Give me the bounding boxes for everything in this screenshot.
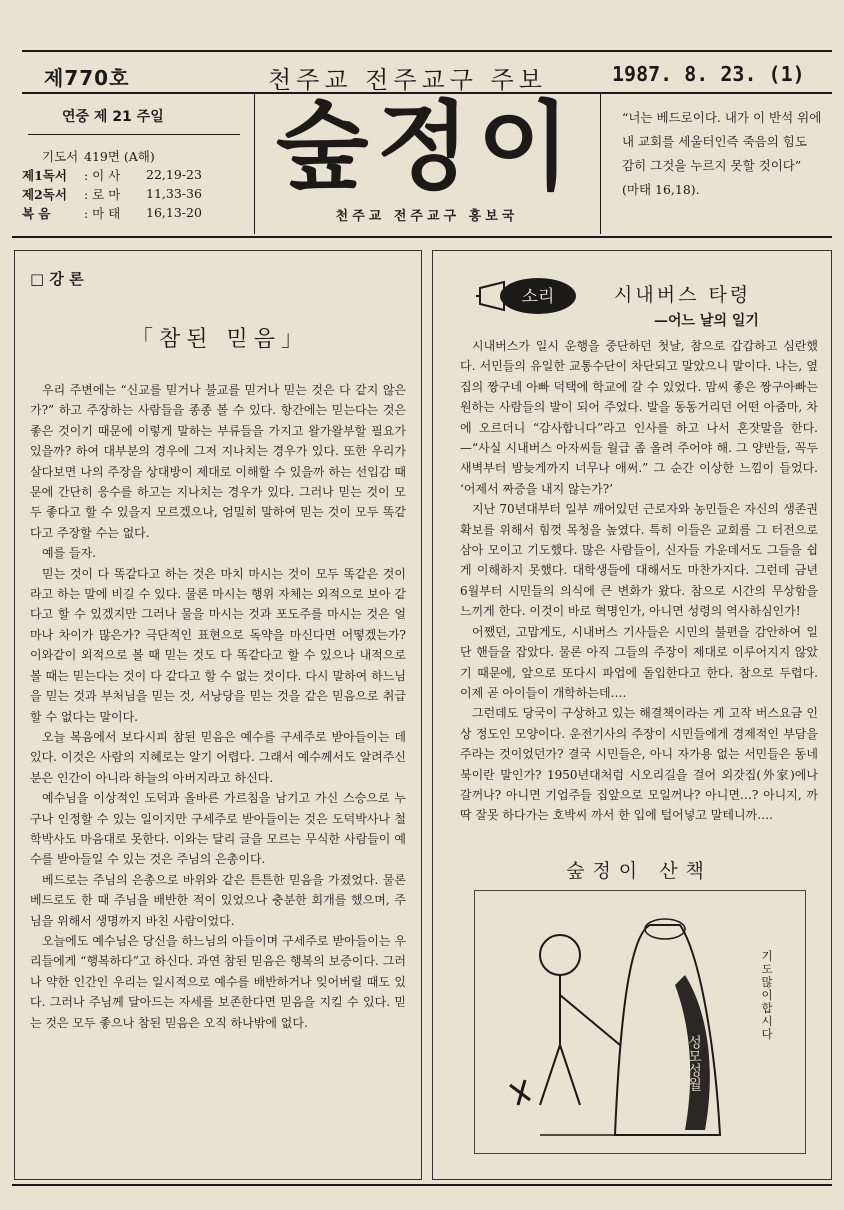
essay-paragraph: 예수님을 이상적인 도덕과 올바른 가르침을 남기고 가신 스승으로 누구나 인정할 수 있는 일이지만 구세주로 받아들이는 것은 도덕박사나 철학박사도 마음대로 못한다. 이와는 달리 글을 모르는 무식한 사람들이 예수를 받아들일 수 있는 것은 주님의 은총이다.	[30, 791, 406, 867]
column-paragraph: 시내버스가 일시 운행을 중단하던 첫날, 참으로 갑갑하고 심란했다. 서민들의 유일한 교통수단이 차단되고 말았으니 말이다. 나는, 옆집의 짱구네 아빠 덕택에 학교에 갈 수 있었다. 맘씨 좋은 짱구아빠는 원하는 사람들의 발이 되어 주었다. 발을 동동거리던 어떤 아줌마, 차에 오르더니 “감사합니다”라고 인사를 하고 나서 혼잣말을 한다. —“사실 시내버스 아자씨들 월급 좀 올려 주어야 해. 그 양반들, 꼭두새벽부터 밤늦게까지 너무나 애써.” 그 순간 이상한 느낌이 들었다. ‘어제서 짜증을 내지 않는가?’	[460, 339, 818, 496]
essay-paragraph: 베드로는 주님의 은총으로 바위와 같은 튼튼한 믿음을 가졌었다. 물론 베드로도 한 때 주님을 배반한 적이 있었으나 충분한 회개를 했으며, 주님을 위해서 생명까지 바친 사람이었다.	[30, 872, 406, 928]
banner-text: 성모성월	[686, 1035, 702, 1091]
publication-name: 천주교 전주교구 주보	[268, 66, 547, 94]
essay-paragraph: 오늘 복음에서 보다시피 참된 믿음은 예수를 구세주로 받아들이는 데 있다. 이것은 사람의 지혜로는 알기 어렵다. 그래서 예수께서도 알려주신 분은 인간이 아니라 하늘의 아버지라고 하신다.	[30, 729, 406, 785]
reading-ref: 22,19-23	[146, 167, 202, 182]
reading-book: : 로 마	[84, 186, 121, 202]
illustration	[480, 895, 750, 1150]
scripture-quote: “너는 베드로이다. 내가 이 반석 위에 내 교회를 세울터인즉 죽음의 힘도 감히 그것을 누르지 못할 것이다” (마태 16,18).	[622, 110, 822, 197]
reading-row	[22, 184, 250, 203]
essay-paragraph: 우리 주변에는 “신교를 믿거나 불교를 믿거나 믿는 것은 다 같지 않은가?” 하고 주장하는 사람들을 종종 볼 수 있다. 항간에는 믿는다는 것은 좋은 것이기 때문에 이렇게 말하는 부류들을 가지고 왈가왈부할 필요가 있을까? 하여 대부분의 경우에 그저 지나치는 경우가 있다. 또한 우리가 살다보면 나의 주장을 상대방이 제대로 이해할 수 있을까 하는 선입감 때문에 간단히 응수를 하고는 지나치는 경우가 있다. 그러나 믿는 것이 모두 좋다고 할 수 있을지 모르겠으나, 엄밀히 말하여 믿는 것이 모두 똑같다고 주장할 수는 없다.	[30, 383, 406, 540]
readings-list	[22, 146, 250, 222]
essay-paragraph: 예를 들자.	[42, 546, 96, 561]
season-rule	[28, 134, 240, 135]
newspaper-title: 숲정이	[275, 91, 579, 203]
column-title: 시내버스 타령	[614, 284, 752, 306]
header-top-rule	[22, 50, 832, 52]
issue-number: 제770호	[44, 66, 130, 90]
column-subtitle: —어느 날의 일기	[654, 313, 759, 329]
reading-label: 복 음	[22, 205, 51, 221]
newspaper-subtitle: 천주교 전주교구 홍보국	[335, 209, 519, 224]
reading-row	[22, 165, 250, 184]
reading-label: 제1독서	[22, 167, 67, 183]
issue-date: 1987. 8. 23. (1)	[612, 62, 805, 86]
essay-title: 「참된 믿음」	[130, 327, 309, 352]
footer-rule	[12, 1184, 832, 1186]
masthead-right-divider	[600, 94, 601, 234]
masthead-left-divider	[254, 94, 255, 234]
section-heading: □ 강 론	[30, 270, 84, 288]
reading-label: 기도서	[42, 148, 79, 164]
reading-book: : 마 태	[84, 205, 121, 221]
essay-paragraph: 오늘에도 예수님은 당신을 하느님의 아들이며 구세주로 받아들이는 우리들에게 “행복하다”고 하신다. 과연 참된 믿음은 행복의 보증이다. 그러나 약한 인간인 우리는 일시적으로 예수를 배반하거나 잊어버릴 때도 있다. 그러나 주님께 달아드는 자세를 보존한다면 믿음을 지킬 수 있다. 믿는 것은 모두 좋으나 참된 믿음은 오직 하나밖에 없다.	[30, 933, 406, 1030]
essay-body	[30, 380, 406, 1033]
column-paragraph: 어쨌던, 고맙게도, 시내버스 기사들은 시민의 불편을 감안하여 일단 핸들을 잡았다. 물론 아직 그들의 주장이 제대로 이루어지지 않았기 때문에, 앞으로 또다시 파업에 돌입한다고 한다. 참으로 두렵다. 이제 곧 아이들이 개학하는데….	[460, 624, 818, 700]
logo-text: 소리	[521, 287, 555, 307]
reading-book: 419면 (A해)	[84, 148, 155, 164]
mary-and-child-illustration	[480, 895, 750, 1150]
reading-book: : 이 사	[84, 167, 121, 183]
masthead-bottom-rule	[12, 236, 832, 238]
sori-logo	[474, 274, 584, 318]
column-paragraph: 지난 70년대부터 일부 깨어있던 근로자와 농민들은 자신의 생존권 확보를 위해서 힘껏 목청을 높였다. 특히 이들은 교회를 그 터전으로 삼아 모이고 기도했다. 많은 사람들이, 신자들 가운데서도 그들을 쉽게 이해하지 못했다. 대학생들에 대해서도 마찬가지다. 그런데 금년 6월부터 시민들의 의식에 큰 변화가 왔다. 참으로 시간의 무상함을 느끼게 한다. 이것이 바로 혁명인가, 아니면 성령의 역사하심인가!	[460, 502, 818, 619]
column-body	[460, 336, 818, 826]
reading-row	[22, 146, 250, 165]
liturgical-season: 연중 제 21 주일	[62, 109, 164, 125]
essay-paragraph: 믿는 것이 다 똑같다고 하는 것은 마치 마시는 것이 모두 똑같은 것이라고 하는 말에 비길 수 있다. 물론 마시는 행위 자체는 외적으로 보아 같다고 할 수 있겠지만 그러나 물을 마시는 것과 포도주를 마시는 것은 얼마나 차이가 많은가? 극단적인 표현으로 독약을 마신다면 어떻겠는가? 이와같이 외적으로 볼 때 믿는 것도 다 똑같다고 할 수 있으나 내적으로 볼 때는 믿는다는 것이 다 같다고 할 수 없는 것이다. 다시 말하여 하느님을 믿는 것과 부처님을 믿는 것, 서낭당을 믿는 것을 같은 믿음으로 취급할 수 없다는 말이다.	[30, 566, 406, 724]
illustration-caption: 기도 많이합시다	[761, 949, 773, 1041]
reading-label: 제2독서	[22, 186, 67, 202]
reading-row	[22, 203, 250, 222]
walk-title: 숲정이 산책	[566, 860, 712, 882]
reading-ref: 11,33-36	[146, 186, 202, 201]
reading-ref: 16,13-20	[146, 205, 202, 220]
megaphone-icon	[474, 274, 584, 318]
column-paragraph: 그런데도 당국이 구상하고 있는 해결책이라는 게 고작 버스요금 인상 정도인 모양이다. 운전기사의 주장이 시민들에게 경제적인 부담을 주라는 것이었던가? 결국 시민들은, 아니 자가용 없는 서민들은 동네북이란 말인가? 1950년대처럼 시오리길을 걸어 외갓집(外家)에나 갈꺼나? 아니면 기업주들 집앞으로 모일꺼나? 아니면…? 아니지, 까딱 잘못 하다가는 호박씨 까서 한 입에 털어넣고 말테니까….	[460, 706, 818, 823]
